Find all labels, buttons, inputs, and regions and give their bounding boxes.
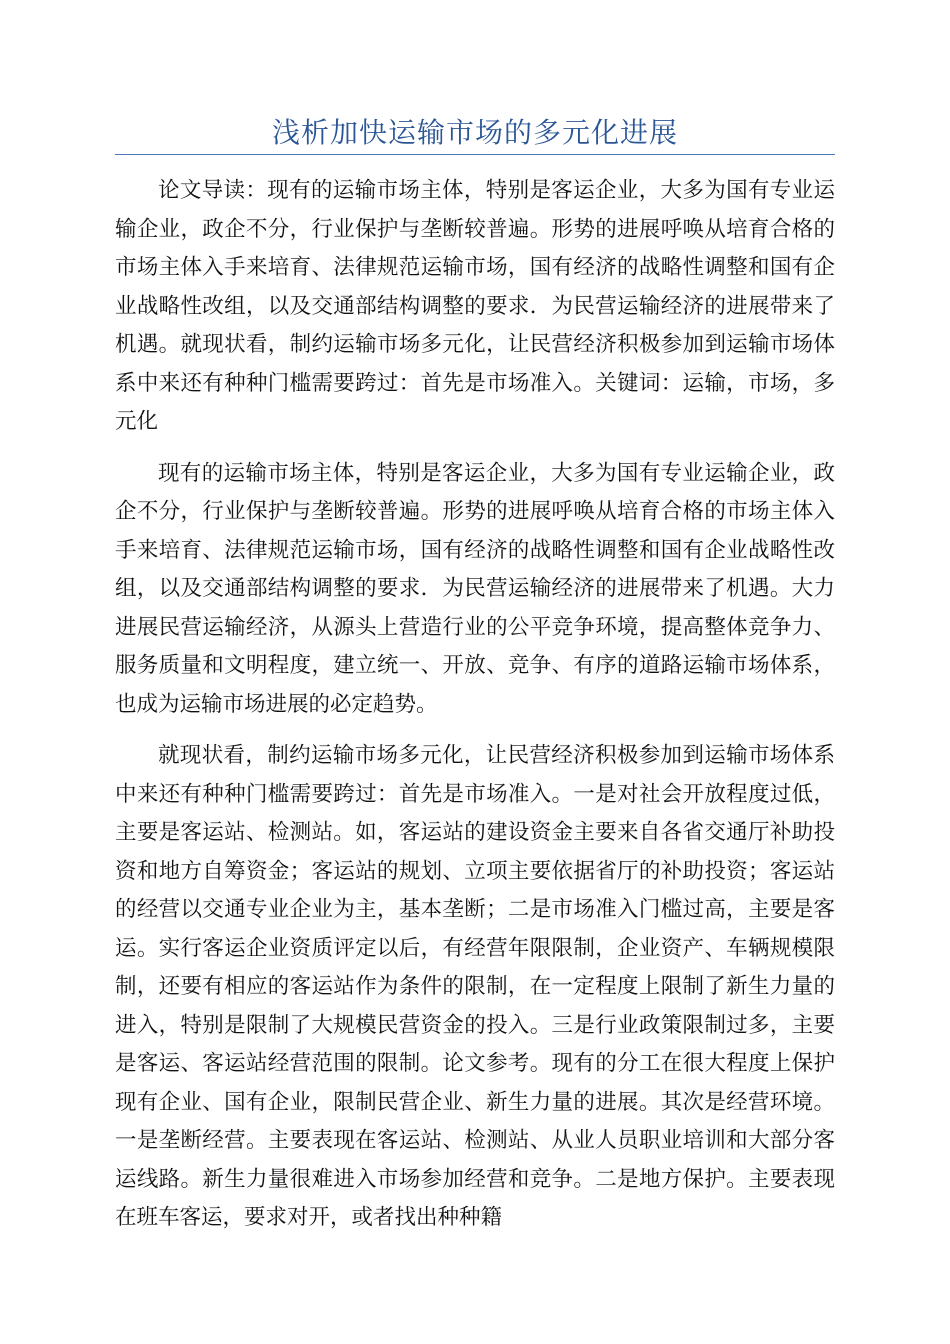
- document-body: [115, 172, 835, 1251]
- paragraph-abstract: 论文导读：现有的运输市场主体，特别是客运企业，大多为国有专业运输企业，政企不分，行业保护与垄断较普遍。形势的进展呼唤从培育合格的市场主体入手来培育、法律规范运输市场，国有经济的战略性调整和国有企业战略性改组，以及交通部结构调整的要求．为民营运输经济的进展带来了机遇。就现状看，制约运输市场多元化，让民营经济积极参加到运输市场体系中来还有种种门槛需要跨过：首先是市场准入。关键词：运输，市场，多元化: [115, 178, 835, 434]
- paragraph-current-situation: 就现状看，制约运输市场多元化，让民营经济积极参加到运输市场体系中来还有种种门槛需要跨过：首先是市场准入。一是对社会开放程度过低，主要是客运站、检测站。如，客运站的建设资金主要来自各省交通厅补助投资和地方自筹资金；客运站的规划、立项主要依据省厅的补助投资；客运站的经营以交通专业企业为主，基本垄断；二是市场准入门槛过高，主要是客运。实行客运企业资质评定以后，有经营年限限制，企业资产、车辆规模限制，还要有相应的客运站作为条件的限制，在一定程度上限制了新生力量的进入，特别是限制了大规模民营资金的投入。三是行业政策限制过多，主要是客运、客运站经营范围的限制。论文参考。现有的分工在很大程度上保护现有企业、国有企业，限制民营企业、新生力量的进展。其次是经营环境。一是垄断经营。主要表现在客运站、检测站、从业人员职业培训和大部分客运线路。新生力量很难进入市场参加经营和竞争。二是地方保护。主要表现在班车客运，要求对开，或者找出种种籍: [115, 743, 835, 1230]
- title-underline: [115, 154, 835, 155]
- paragraph-intro: 现有的运输市场主体，特别是客运企业，大多为国有专业运输企业，政企不分，行业保护与垄断较普遍。形势的进展呼唤从培育合格的市场主体入手来培育、法律规范运输市场，国有经济的战略性调整和国有企业战略性改组，以及交通部结构调整的要求．为民营运输经济的进展带来了机遇。大力进展民营运输经济，从源头上营造行业的公平竞争环境，提高整体竞争力、服务质量和文明程度，建立统一、开放、竞争、有序的道路运输市场体系，也成为运输市场进展的必定趋势。: [115, 460, 835, 717]
- document-title: 浅析加快运输市场的多元化进展: [271, 116, 678, 149]
